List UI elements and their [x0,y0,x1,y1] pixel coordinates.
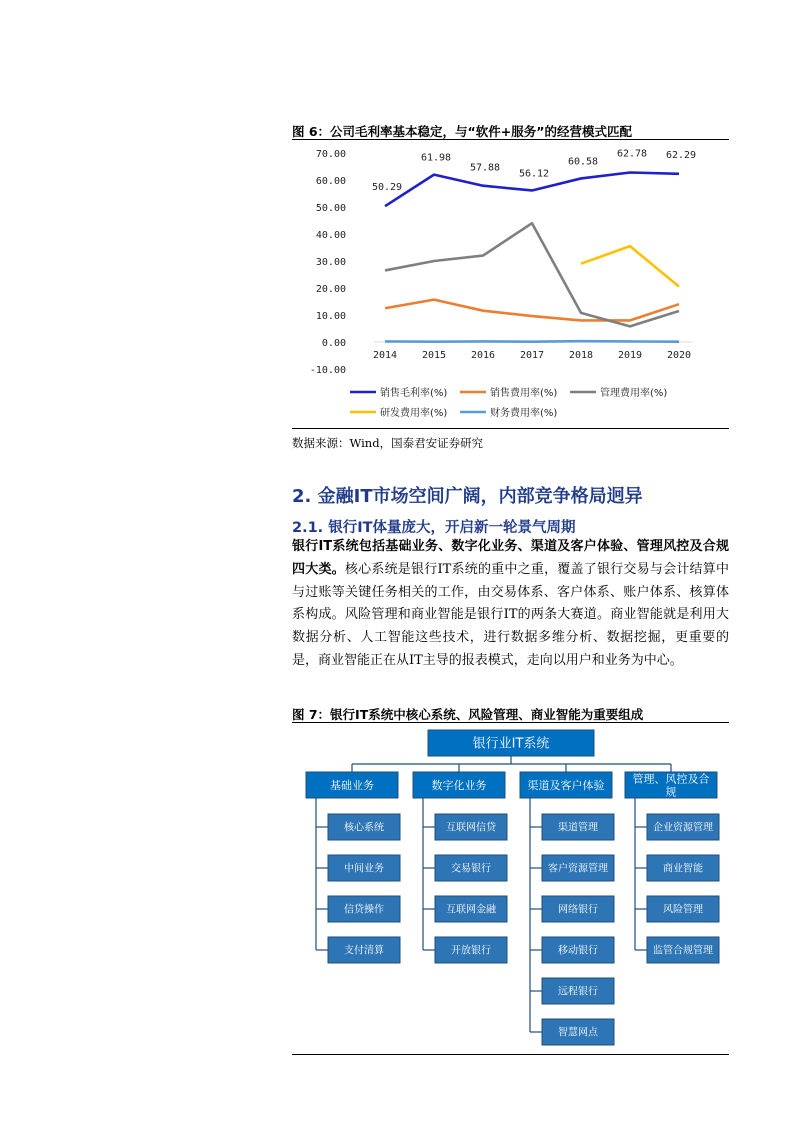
category-node-label: 基础业务 [330,778,374,792]
chart-legend [350,386,667,419]
item-node-label: 移动银行 [558,945,598,957]
root-node [428,730,594,756]
y-tick-label: 50.00 [315,203,346,214]
item-node-label: 商业智能 [663,863,703,875]
series-lines [385,172,679,341]
line-chart [292,142,729,427]
category-node [306,772,398,798]
item-node [647,814,719,840]
data-label: 62.29 [665,149,697,161]
y-tick-label: 40.00 [315,230,346,241]
item-node-label: 客户资源管理 [548,863,608,875]
category-node [625,771,717,798]
figure6-bottom-rule [292,428,729,429]
data-label: 57.88 [469,162,501,174]
item-node-label: 支付清算 [344,945,384,957]
item-node [647,896,719,922]
data-label: 56.12 [518,168,550,180]
data-label: 61.98 [420,152,452,164]
item-node [647,937,719,963]
category-node-label: 数字化业务 [431,778,487,792]
y-tick-label: -10.00 [309,365,346,376]
category-node [413,772,505,798]
figure7-title: 图 7：银行IT系统中核心系统、风险管理、商业智能为重要组成 [292,707,644,722]
root-node-label: 银行业IT系统 [472,736,550,752]
item-node-label: 开放银行 [451,945,491,957]
item-node [435,855,507,881]
item-node-label: 中间业务 [344,863,384,875]
category-node-label: 管理、风控及合 [632,772,710,786]
paragraph-bold-lead: 银行IT系统包括基础业务、数字化业务、渠道及客户体验、管理风控及合规四大类。 [292,539,729,577]
x-axis-labels [373,350,691,361]
item-node-label: 渠道管理 [558,822,598,834]
figure6-title: 图 6：公司毛利率基本稳定，与“软件+服务”的经营模式匹配 [292,124,632,139]
y-tick-label: 10.00 [315,311,346,322]
item-node [542,978,614,1004]
item-node-label: 互联网信贷 [446,822,496,834]
y-axis-labels [310,149,346,376]
item-node-label: 信贷操作 [344,904,384,916]
x-tick-label: 2014 [372,350,398,361]
x-tick-label: 2019 [617,350,643,361]
item-node-label: 企业资源管理 [653,822,713,834]
x-tick-label: 2015 [421,350,447,361]
item-node [542,814,614,840]
legend-label: 销售毛利率(%) [380,388,448,399]
item-node [328,814,400,840]
item-node-label: 风险管理 [663,904,703,916]
item-node-label: 远程银行 [558,986,598,998]
body-paragraph [292,536,729,673]
item-node [435,896,507,922]
paragraph-text: 核心系统是银行IT系统的重中之重，覆盖了银行交易与会计结算中与过账等关键任务相关的工作，由交易体系、客户体系、账户体系、核算体系构成。风险管理和商业智能是银行IT的两条大赛道。商业智能就是利用大数据分析、人工智能这些技术，进行数据多维分析、数据挖掘，更重要的是，商业智能正在从IT主导的报表模式，走向以用户和业务为中心。 [292,561,729,668]
item-node-label: 网络银行 [558,904,598,916]
legend-label: 管理费用率(%) [600,388,668,399]
category-node-label: 渠道及客户体验 [527,778,605,792]
item-node [435,937,507,963]
y-tick-label: 70.00 [315,149,346,160]
subsection-heading: 2.1. 银行IT体量庞大，开启新一轮景气周期 [292,520,576,536]
legend-label: 销售费用率(%) [490,388,558,399]
figure6-top-rule [292,139,729,140]
x-tick-label: 2016 [470,350,496,361]
section-heading: 2. 金融IT市场空间广阔，内部竞争格局迥异 [292,486,643,507]
item-node-label: 核心系统 [344,822,384,834]
series-line [385,223,679,326]
series-line [581,246,679,287]
item-node [542,937,614,963]
item-node [542,896,614,922]
y-tick-label: 60.00 [315,176,346,187]
x-tick-label: 2020 [666,350,692,361]
item-node [435,814,507,840]
data-label: 50.29 [371,182,403,194]
figure7-bottom-rule [292,1054,729,1055]
item-node [328,855,400,881]
data-label: 60.58 [567,156,599,168]
item-node [328,896,400,922]
legend-label: 研发费用率(%) [380,408,448,419]
figure6-source: 数据来源：Wind，国泰君安证券研究 [292,436,484,450]
category-node [520,772,612,798]
item-node [542,1019,614,1045]
item-node [542,855,614,881]
y-tick-label: 30.00 [315,257,346,268]
series-line [385,341,679,342]
item-node [328,937,400,963]
item-node-label: 智慧网点 [558,1027,598,1039]
org-diagram [292,724,729,1054]
figure7-top-rule [292,722,729,723]
y-tick-label: 20.00 [315,284,346,295]
item-node-label: 监管合规管理 [653,945,713,957]
data-label: 62.78 [616,148,648,160]
item-node-label: 交易银行 [451,863,491,875]
data-labels [372,148,696,193]
x-tick-label: 2018 [568,350,594,361]
x-tick-label: 2017 [519,350,545,361]
item-node-label: 互联网金融 [446,904,496,916]
category-node-label: 规 [665,785,677,799]
item-node [647,855,719,881]
series-line [385,300,679,321]
y-tick-label: 0.00 [321,338,346,349]
legend-label: 财务费用率(%) [490,408,558,419]
